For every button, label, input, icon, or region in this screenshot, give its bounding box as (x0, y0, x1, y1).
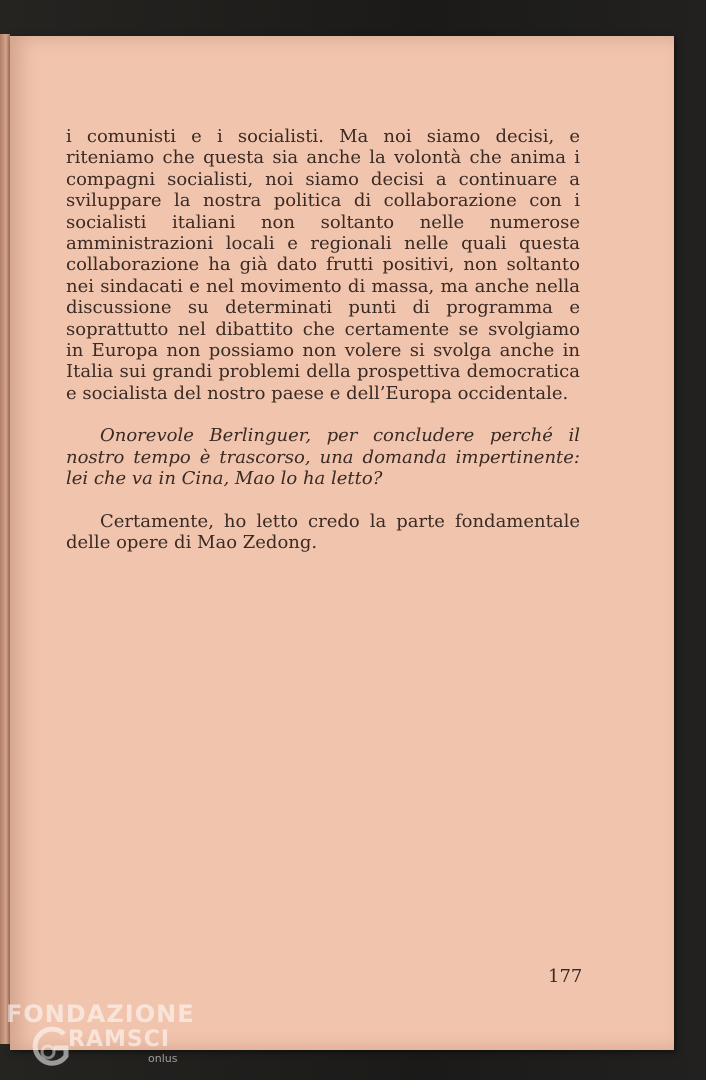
left-page-edge (0, 34, 10, 1044)
interview-question: Onorevole Berlinguer, per concludere perché il nostro tempo è trascorso, una domanda impertinente: lei che va in Cina, Mao lo ha letto? (66, 425, 580, 490)
interview-answer: Certamente, ho letto credo la parte fondamentale delle opere di Mao Zedong. (66, 510, 580, 553)
watermark-line1: FONDAZIONE (6, 1000, 195, 1028)
gramsci-logo-icon (30, 1026, 70, 1070)
watermark-line3: onlus (148, 1052, 178, 1065)
paragraph-continuation: i comunisti e i socialisti. Ma noi siamo decisi, e riteniamo che questa sia anche la volontà che anima i compagni socialisti, noi siamo decisi a continuare a sviluppare la nostra politica di collaborazione con i socialisti italiani non soltanto nelle numerose amministrazioni locali e regionali nelle quali questa collaborazione ha già dato frutti positivi, non soltanto nei sindacati e nel movimento di massa, ma anche nella discussione su determinati punti di programma e soprattutto nel dibattito che certamente se svolgiamo in Europa non possiamo non volere si svolga anche in Italia sui grandi problemi della prospettiva democratica e socialista del nostro paese e dell’Europa occidentale. (66, 126, 580, 404)
fondazione-gramsci-watermark (2, 1000, 202, 1070)
body-text (66, 126, 580, 574)
watermark-line2: RAMSCI (68, 1027, 171, 1052)
page-number: 177 (548, 966, 583, 987)
